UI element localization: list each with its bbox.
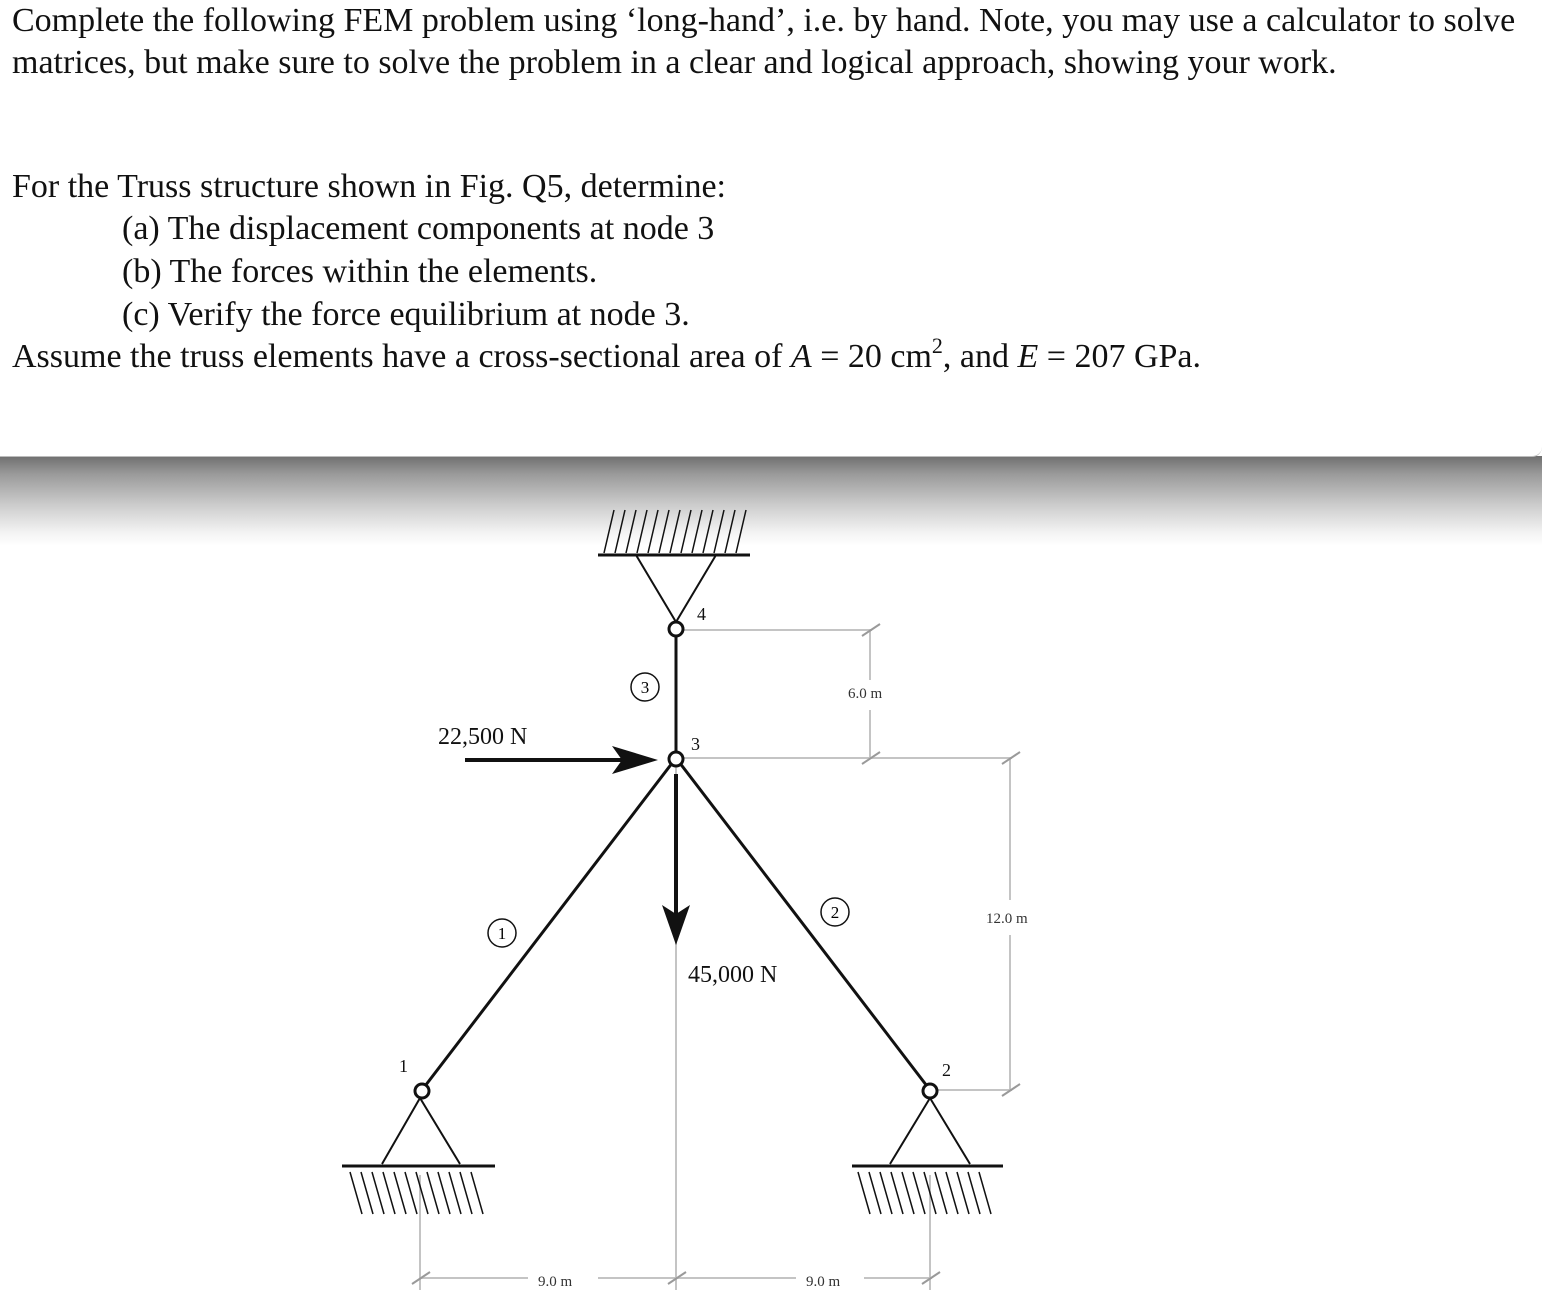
dimension-right-span: 9.0 m: [806, 1274, 841, 1290]
task-item-b: (b) The forces within the elements.: [122, 253, 598, 290]
element-2-member: [676, 758, 930, 1090]
problem-intro: For the Truss structure shown in Fig. Q5, determine:: [12, 168, 726, 205]
node-2-pin: [923, 1084, 937, 1098]
dimension-height: 12.0 m: [986, 911, 1028, 927]
element-2-label: 2: [830, 903, 840, 922]
element-1-label: 1: [497, 924, 507, 943]
top-pin-support: [598, 510, 750, 622]
area-symbol: A: [790, 338, 812, 375]
element-1-member: [422, 758, 676, 1090]
node-4-label: 4: [697, 604, 706, 624]
area-exponent: 2: [931, 333, 943, 358]
dimension-left-span: 9.0 m: [538, 1274, 573, 1290]
node-1-pin: [415, 1084, 429, 1098]
vertical-load-label: 45,000 N: [688, 962, 778, 988]
truss-diagram: [0, 456, 1542, 1310]
problem-text-card: [0, 0, 1542, 457]
assumption-prefix: Assume the truss elements have a cross-sectional area of: [12, 338, 791, 375]
element-labels: [488, 673, 849, 947]
load-arrows: [465, 746, 690, 945]
right-pin-support: [852, 1098, 1003, 1214]
task-item-a: (a) The displacement components at node 3: [122, 210, 715, 247]
node-3-label: 3: [691, 734, 700, 754]
assumption-middle: , and: [942, 338, 1018, 375]
dimension-ticks: [412, 624, 1020, 1284]
node-3-pin: [669, 752, 683, 766]
node-1-label: 1: [399, 1056, 408, 1076]
dimension-top-height: 6.0 m: [848, 686, 883, 702]
left-pin-support: [342, 1098, 495, 1214]
area-value: = 20 cm: [811, 338, 932, 375]
node-4-pin: [669, 622, 683, 636]
horizontal-load-label: 22,500 N: [438, 724, 528, 750]
truss-figure: [0, 456, 1542, 1310]
task-item-c: (c) Verify the force equilibrium at node 3.: [122, 296, 690, 333]
assumption-line: [12, 333, 1202, 378]
instructions-paragraph: Complete the following FEM problem using ‘long-hand’, i.e. by hand. Note, you may use a calculator to solve matrices, but make sure to solve the problem in a clear and logical approach, showing your work.: [12, 2, 1516, 81]
node-2-label: 2: [942, 1060, 951, 1080]
modulus-value: = 207 GPa.: [1038, 338, 1202, 375]
modulus-symbol: E: [1017, 338, 1039, 375]
element-3-label: 3: [640, 678, 650, 697]
